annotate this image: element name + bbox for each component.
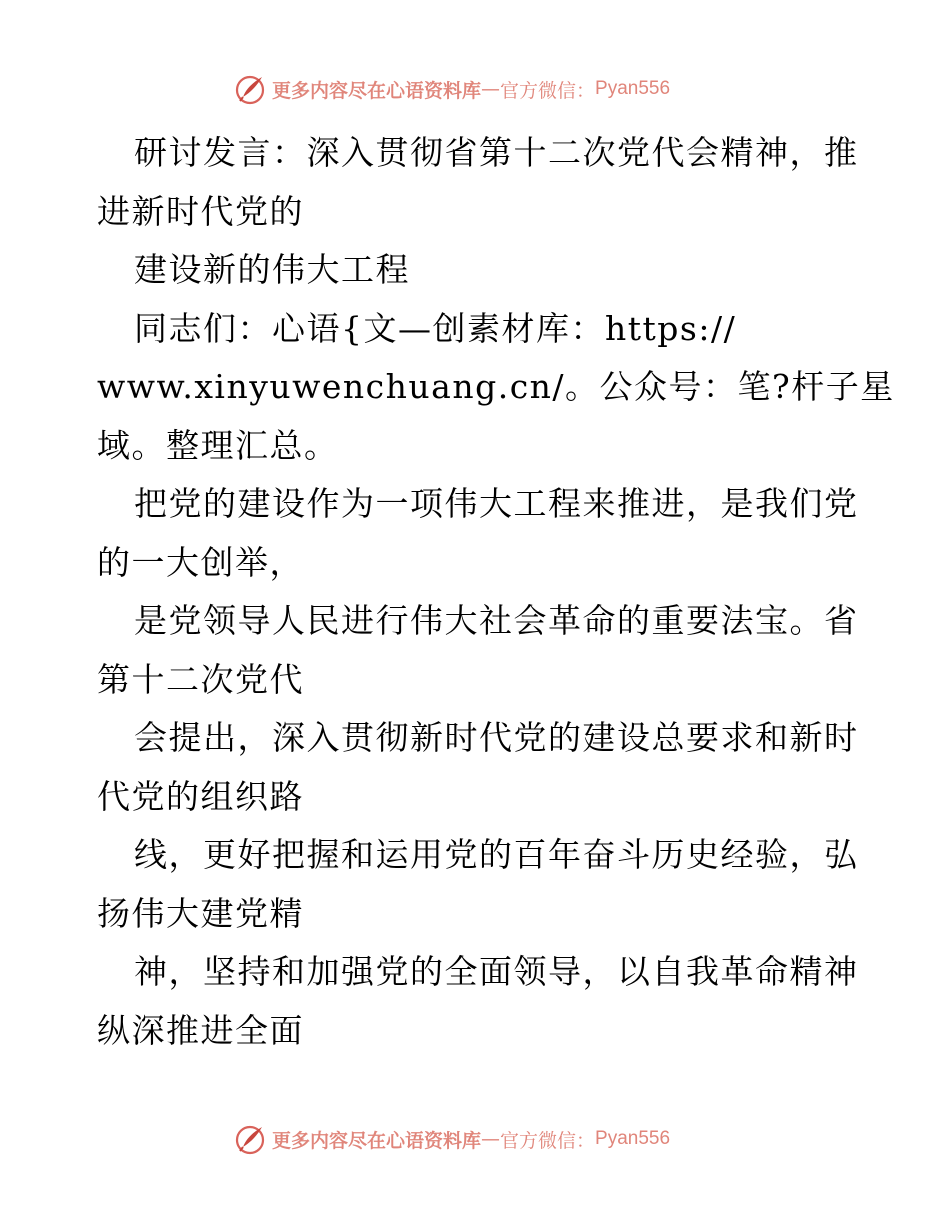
text-line: 把党的建设作为一项伟大工程来推进，是我们党	[134, 484, 859, 523]
text-line: 纵深推进全面	[97, 1010, 304, 1050]
text-line: 代党的组织路	[97, 776, 304, 816]
banner-main-text: 更多内容尽在心语资料库	[272, 79, 482, 102]
text-line: 会提出，深入贯彻新时代党的建设总要求和新时	[134, 718, 859, 757]
banner-sub-text: 官方微信：	[500, 1129, 596, 1152]
banner-wechat-id: Pyan556	[595, 78, 671, 99]
footer-watermark-banner	[234, 1122, 734, 1156]
banner-dash: —	[481, 78, 501, 100]
document-body	[97, 124, 895, 1060]
text-line: 建设新的伟大工程	[134, 250, 410, 289]
text-line: www.xinyuwenchuang.cn/。公众号：笔?杆子星	[97, 367, 895, 406]
text-line: 是党领导人民进行伟大社会革命的重要法宝。省	[134, 601, 859, 640]
text-line: 线，更好把握和运用党的百年奋斗历史经验，弘	[134, 835, 859, 874]
banner-main-text: 更多内容尽在心语资料库	[272, 1129, 482, 1152]
text-line: 同志们：心语{文—创素材库：https://	[134, 308, 737, 348]
banner-sub-text: 官方微信：	[500, 79, 596, 102]
quill-logo-icon	[234, 73, 266, 105]
text-line: 的一大创举，	[97, 542, 304, 582]
banner-wechat-id: Pyan556	[595, 1128, 671, 1149]
text-line: 进新时代党的	[97, 191, 304, 231]
banner-dash: —	[481, 1128, 501, 1150]
text-line: 研讨发言：深入贯彻省第十二次党代会精神，推	[134, 133, 859, 172]
text-line: 扬伟大建党精	[97, 893, 304, 933]
text-line: 域。整理汇总。	[97, 425, 339, 465]
quill-logo-icon	[234, 1123, 266, 1155]
text-line: 第十二次党代	[97, 659, 304, 699]
header-watermark-banner	[234, 72, 734, 106]
text-line: 神，坚持和加强党的全面领导，以自我革命精神	[134, 952, 859, 991]
